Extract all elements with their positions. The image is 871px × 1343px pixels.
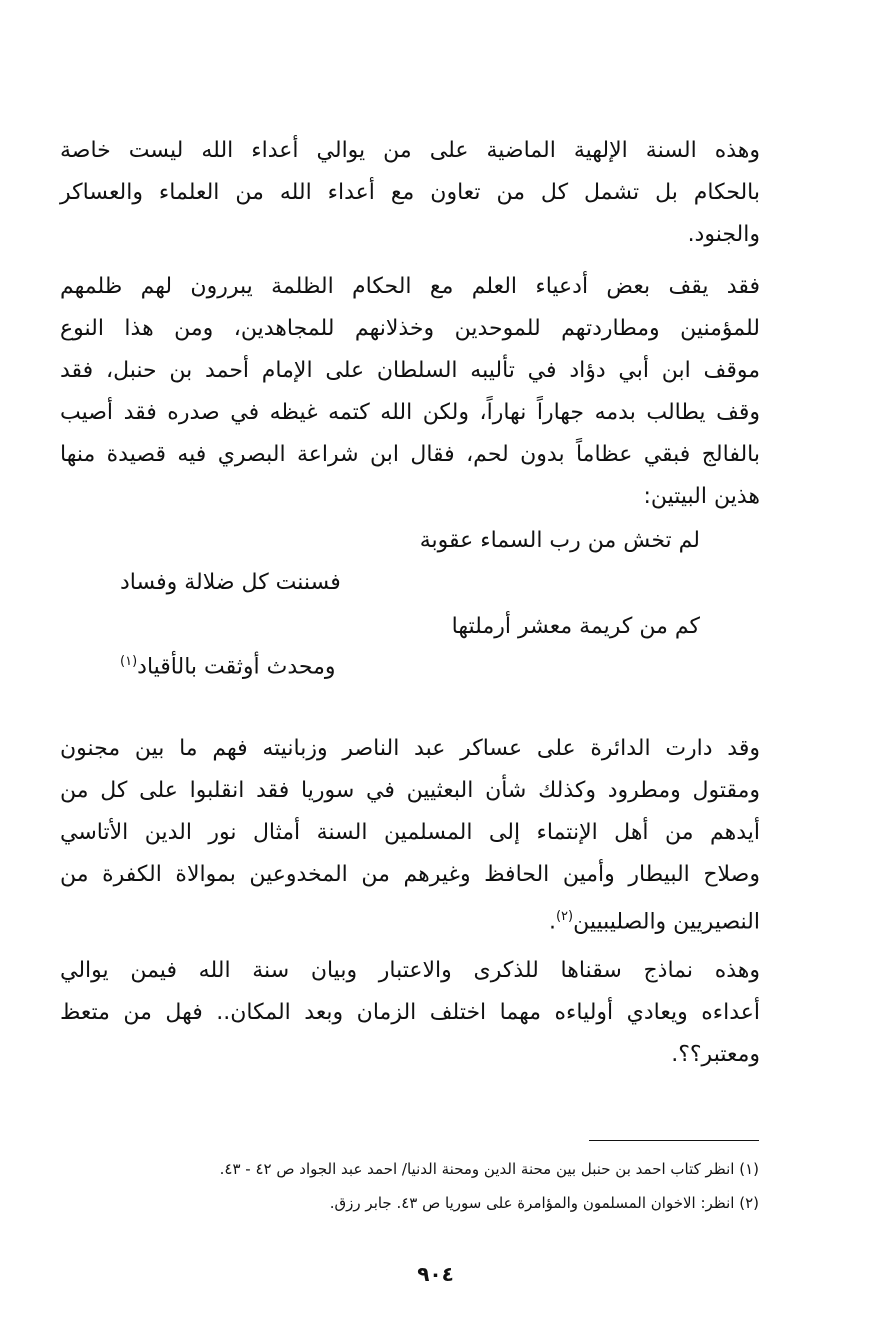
- paragraph-line: فقد يقف بعض أدعياء العلم مع الحكام الظلمة يبررون لهم ظلمهم: [60, 274, 760, 299]
- poem-verse-2-first: كم من كريمة معشر أرملتها: [451, 614, 700, 639]
- poem-verse-1-first: لم تخش من رب السماء عقوبة: [419, 528, 700, 553]
- poem-verse-1-second: فسننت كل ضلالة وفساد: [120, 570, 341, 595]
- paragraph-4: [60, 950, 760, 1076]
- poem: [110, 528, 710, 688]
- paragraph-3: [60, 728, 760, 943]
- footnote-ref-1: (١): [120, 654, 138, 669]
- paragraph-line: بالحكام بل تشمل كل من تعاون مع أعداء الله من العلماء والعساكر: [60, 180, 760, 205]
- paragraph-line: هذين البيتين:: [643, 484, 760, 509]
- paragraph-line: ومقتول ومطرود وكذلك شأن البعثيين في سوريا فقد انقلبوا على كل من: [60, 778, 760, 803]
- paragraph-line: للمؤمنين ومطاردتهم للموحدين وخذلانهم للمجاهدين، ومن هذا النوع: [60, 316, 760, 341]
- paragraph-line: أيدهم من أهل الإنتماء إلى المسلمين السنة أمثال نور الدين الأتاسي: [60, 820, 760, 845]
- paragraph-line-text: النصيريين والصليبيين: [573, 909, 760, 935]
- page-number: ٩٠٤: [417, 1262, 454, 1286]
- footnote-2: (٢) انظر: الاخوان المسلمون والمؤامرة على سوريا ص ٤٣. جابر رزق.: [329, 1194, 759, 1212]
- paragraph-line: وهذه السنة الإلهية الماضية على من يوالي أعداء الله ليست خاصة: [60, 138, 760, 163]
- paragraph-line: وقد دارت الدائرة على عساكر عبد الناصر وزبانيته فهم ما بين مجنون: [60, 736, 760, 761]
- poem-verse-2-second: [120, 654, 335, 679]
- paragraph-line: وصلاح البيطار وأمين الحافظ وغيرهم من المخدوعين بموالاة الكفرة من: [60, 862, 760, 887]
- paragraph-line: وهذه نماذج سقناها للذكرى والاعتبار وبيان سنة الله فيمن يوالي: [60, 958, 760, 983]
- paragraph-line: والجنود.: [687, 222, 760, 247]
- paragraph-1: [60, 130, 760, 256]
- paragraph-line: ومعتبر؟؟.: [671, 1042, 760, 1067]
- paragraph-line: موقف ابن أبي دؤاد في تأليبه السلطان على الإمام أحمد بن حنبل، فقد: [60, 358, 760, 383]
- paragraph-line: وقف يطالب بدمه جهاراً نهاراً، ولكن الله كتمه غيظه في صدره فقد أصيب: [60, 400, 760, 425]
- paragraph-2: [60, 266, 760, 518]
- paragraph-line-tail: .: [548, 909, 556, 935]
- footnote-ref-2: (٢): [555, 909, 574, 924]
- footnote-1: (١) انظر كتاب احمد بن حنبل بين محنة الدين ومحنة الدنيا/ احمد عبد الجواد ص ٤٢ - ٤٣.: [219, 1160, 759, 1178]
- footnote-separator: [589, 1140, 759, 1141]
- paragraph-line: بالفالج فبقي عظاماً بدون لحم، فقال ابن شراعة البصري فيه قصيدة منها: [60, 442, 760, 467]
- paragraph-line: [60, 896, 760, 943]
- paragraph-line: أعداءه ويعادي أولياءه مهما اختلف الزمان وبعد المكان.. فهل من متعظ: [60, 1000, 760, 1025]
- poem-verse-2-second-text: ومحدث أوثقت بالأقياد: [137, 654, 336, 680]
